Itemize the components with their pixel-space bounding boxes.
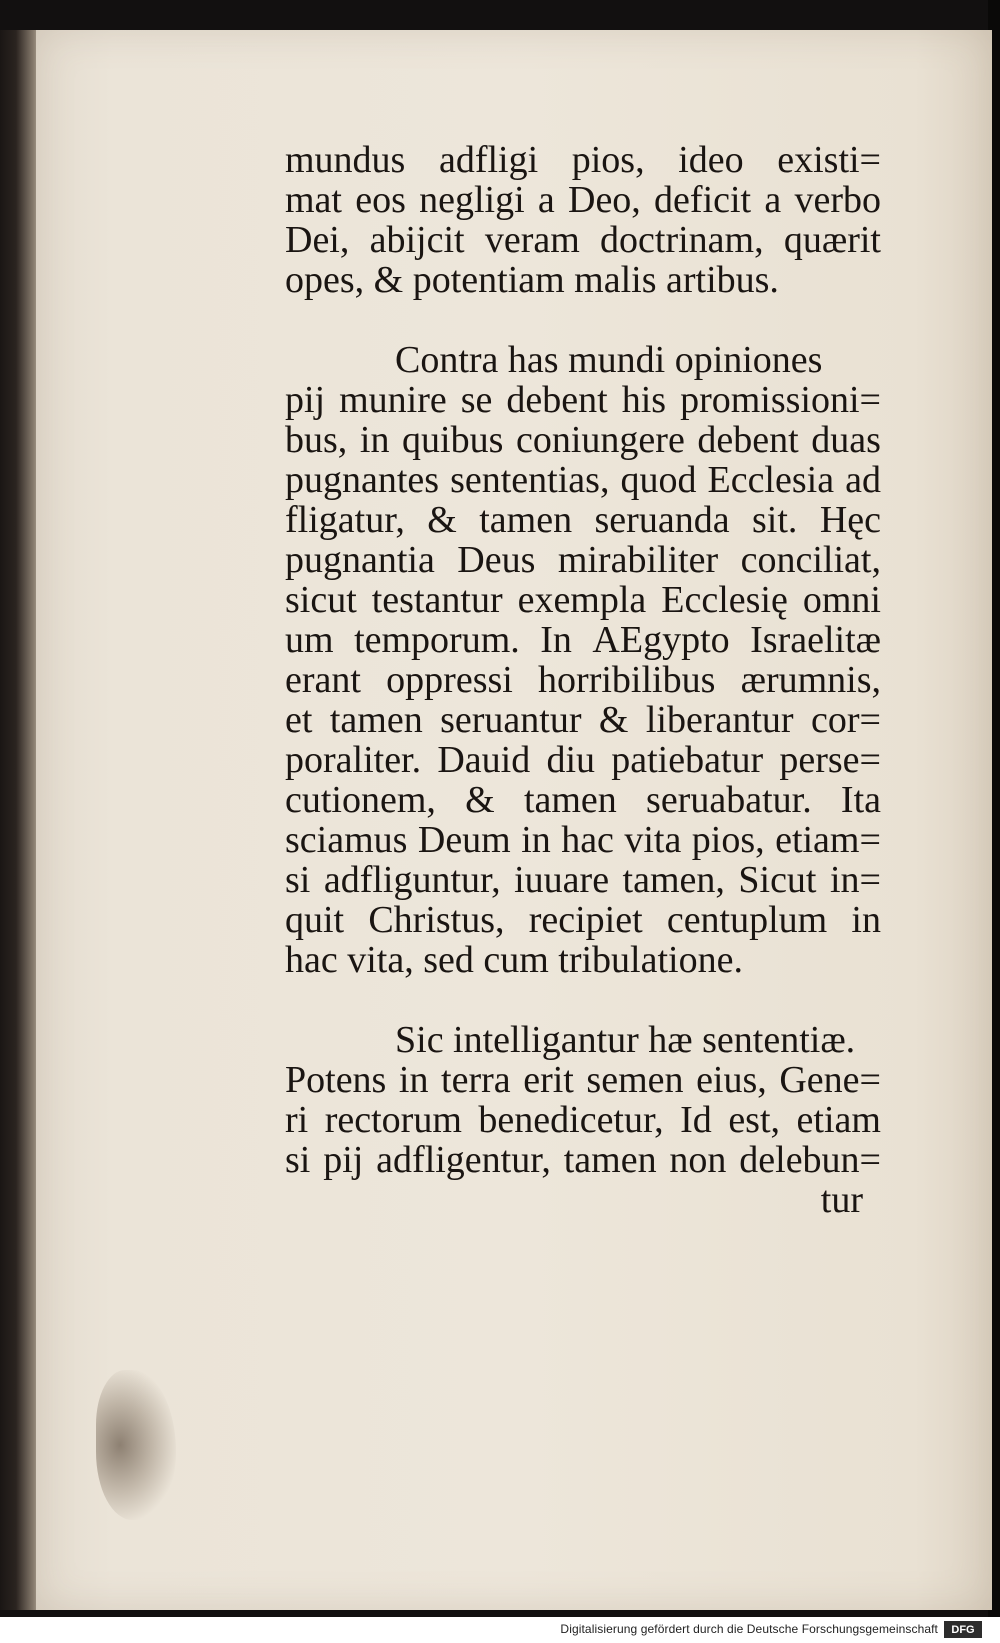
word: etiam=: [775, 819, 881, 861]
word: erit: [523, 1059, 574, 1101]
word: verbo: [794, 179, 881, 221]
word: tamen,: [622, 859, 725, 901]
line-text: opes, & potentiam malis artibus.: [285, 259, 779, 301]
word: a: [764, 179, 782, 221]
text-line: [285, 1060, 881, 1100]
word: non: [669, 1139, 727, 1181]
word: temporum.: [354, 619, 520, 661]
word: adfliguntur,: [323, 859, 501, 901]
word: pios,: [571, 139, 645, 181]
word: recipiet: [528, 899, 643, 941]
word: fligatur,: [285, 499, 405, 541]
text-line: [285, 740, 881, 780]
text-line: [285, 460, 881, 500]
word: erant: [285, 659, 361, 701]
word: Ecclesię: [661, 579, 788, 621]
text-line: [285, 380, 881, 420]
word: pugnantia: [285, 539, 435, 581]
word: poraliter.: [285, 739, 422, 781]
word: cor=: [811, 699, 881, 741]
word: pij: [285, 379, 326, 421]
word: Potens: [285, 1059, 387, 1101]
catchword-line: [285, 1180, 881, 1220]
word: coniungere: [516, 419, 685, 461]
page-text: [285, 140, 881, 1220]
word: in: [521, 819, 551, 861]
text-line: [285, 540, 881, 580]
line-text: hac vita, sed cum tribulatione.: [285, 939, 743, 981]
word: semen: [586, 1059, 684, 1101]
word: ærumnis,: [740, 659, 881, 701]
word: seruantur: [440, 699, 582, 741]
word: centuplum: [666, 899, 828, 941]
word: eius,: [696, 1059, 767, 1101]
word: et: [285, 699, 313, 741]
word: tamen: [329, 699, 423, 741]
text-line: [285, 140, 881, 180]
word: mirabiliter: [557, 539, 719, 581]
word: omni: [802, 579, 881, 621]
text-line: [285, 1140, 881, 1180]
word: Id: [680, 1099, 712, 1141]
word: benedicetur,: [478, 1099, 664, 1141]
word: ri: [285, 1099, 309, 1141]
text-line: [285, 660, 881, 700]
word: &: [427, 499, 457, 541]
word: seruanda: [594, 499, 730, 541]
word: vita: [624, 819, 682, 861]
word: oppressi: [386, 659, 513, 701]
word: Hęc: [819, 499, 881, 541]
word: AEgypto: [592, 619, 730, 661]
word: abijcit: [369, 219, 465, 261]
word: adfligentur,: [376, 1139, 551, 1181]
text-line: [285, 500, 881, 540]
word: eos: [355, 179, 406, 221]
text-line: [285, 220, 881, 260]
word: mat: [285, 179, 342, 221]
word: ideo: [678, 139, 744, 181]
word: conciliat,: [740, 539, 881, 581]
word: se: [460, 379, 493, 421]
word: in: [851, 899, 881, 941]
word: promissioni=: [680, 379, 881, 421]
text-line: [285, 700, 881, 740]
word: Deum: [417, 819, 511, 861]
word: negligi: [419, 179, 525, 221]
word: pij: [323, 1139, 364, 1181]
text-line: [285, 820, 881, 860]
word: veram: [484, 219, 580, 261]
paragraph-gap: [285, 300, 881, 340]
word: Ita: [840, 779, 881, 821]
text-line: [285, 340, 881, 380]
word: mundus: [285, 139, 406, 181]
word: Dauid: [437, 739, 531, 781]
word: tamen: [563, 1139, 657, 1181]
word: horribilibus: [538, 659, 716, 701]
word: liberantur: [645, 699, 794, 741]
word: in: [359, 419, 390, 461]
word: In: [540, 619, 572, 661]
word: patiebatur: [611, 739, 764, 781]
paragraph-gap: [285, 980, 881, 1020]
word: tamen: [523, 779, 617, 821]
word: &: [598, 699, 629, 741]
word: duas: [811, 419, 881, 461]
word: adfligi: [438, 139, 539, 181]
text-line: [285, 780, 881, 820]
word: quærit: [783, 219, 881, 261]
text-line: [285, 900, 881, 940]
word: etiam: [796, 1099, 881, 1141]
word: bus,: [285, 419, 348, 461]
text-line: [285, 580, 881, 620]
catchword: tur: [820, 1179, 863, 1221]
word: iuuare: [514, 859, 610, 901]
text-line: [285, 1020, 881, 1060]
word: si: [285, 1139, 311, 1181]
word: sit.: [751, 499, 798, 541]
text-line: [285, 620, 881, 660]
word: testantur: [371, 579, 503, 621]
word: um: [285, 619, 334, 661]
word: &: [465, 779, 495, 821]
word: Deo,: [568, 179, 641, 221]
word: exempla: [517, 579, 647, 621]
word: doctrinam,: [600, 219, 764, 261]
word: debent: [506, 379, 608, 421]
word: quibus: [402, 419, 504, 461]
word: tamen: [479, 499, 573, 541]
word: Israelitæ: [750, 619, 881, 661]
word: terra: [441, 1059, 511, 1101]
line-text: Contra has mundi opiniones: [395, 339, 823, 381]
word: sententias,: [450, 459, 610, 501]
text-line: [285, 260, 881, 300]
word: hac: [561, 819, 614, 861]
word: est,: [728, 1099, 781, 1141]
word: a: [537, 179, 555, 221]
word: sciamus: [285, 819, 408, 861]
word: Ecclesia: [707, 459, 835, 501]
text-line: [285, 420, 881, 460]
text-line: [285, 860, 881, 900]
dfg-logo: DFG: [944, 1621, 982, 1638]
word: debent: [697, 419, 799, 461]
word: quod: [620, 459, 697, 501]
word: perse=: [779, 739, 881, 781]
word: sicut: [285, 579, 357, 621]
digitization-footer: [0, 1617, 1000, 1643]
word: si: [285, 859, 311, 901]
word: delebun=: [739, 1139, 881, 1181]
text-line: [285, 1100, 881, 1140]
line-text: Sic intelligantur hæ sententiæ.: [395, 1019, 856, 1061]
word: munire: [339, 379, 447, 421]
book-fore-edge: [0, 30, 40, 1610]
word: in=: [829, 859, 881, 901]
text-line: [285, 940, 881, 980]
word: existi=: [777, 139, 881, 181]
word: pios,: [691, 819, 765, 861]
word: quit: [285, 899, 345, 941]
word: pugnantes: [285, 459, 440, 501]
word: Sicut: [738, 859, 817, 901]
word: seruabatur.: [646, 779, 812, 821]
word: in: [398, 1059, 429, 1101]
word: Dei,: [285, 219, 350, 261]
word: Deus: [457, 539, 536, 581]
footer-credit: Digitalisierung gefördert durch die Deutsche Forschungsgemeinschaft: [560, 1622, 938, 1636]
word: Gene=: [779, 1059, 881, 1101]
text-line: [285, 180, 881, 220]
word: ad: [845, 459, 881, 501]
word: his: [621, 379, 667, 421]
word: diu: [546, 739, 595, 781]
page-stain: [96, 1370, 176, 1520]
word: rectorum: [324, 1099, 462, 1141]
word: deficit: [654, 179, 752, 221]
word: Christus,: [368, 899, 505, 941]
word: cutionem,: [285, 779, 436, 821]
